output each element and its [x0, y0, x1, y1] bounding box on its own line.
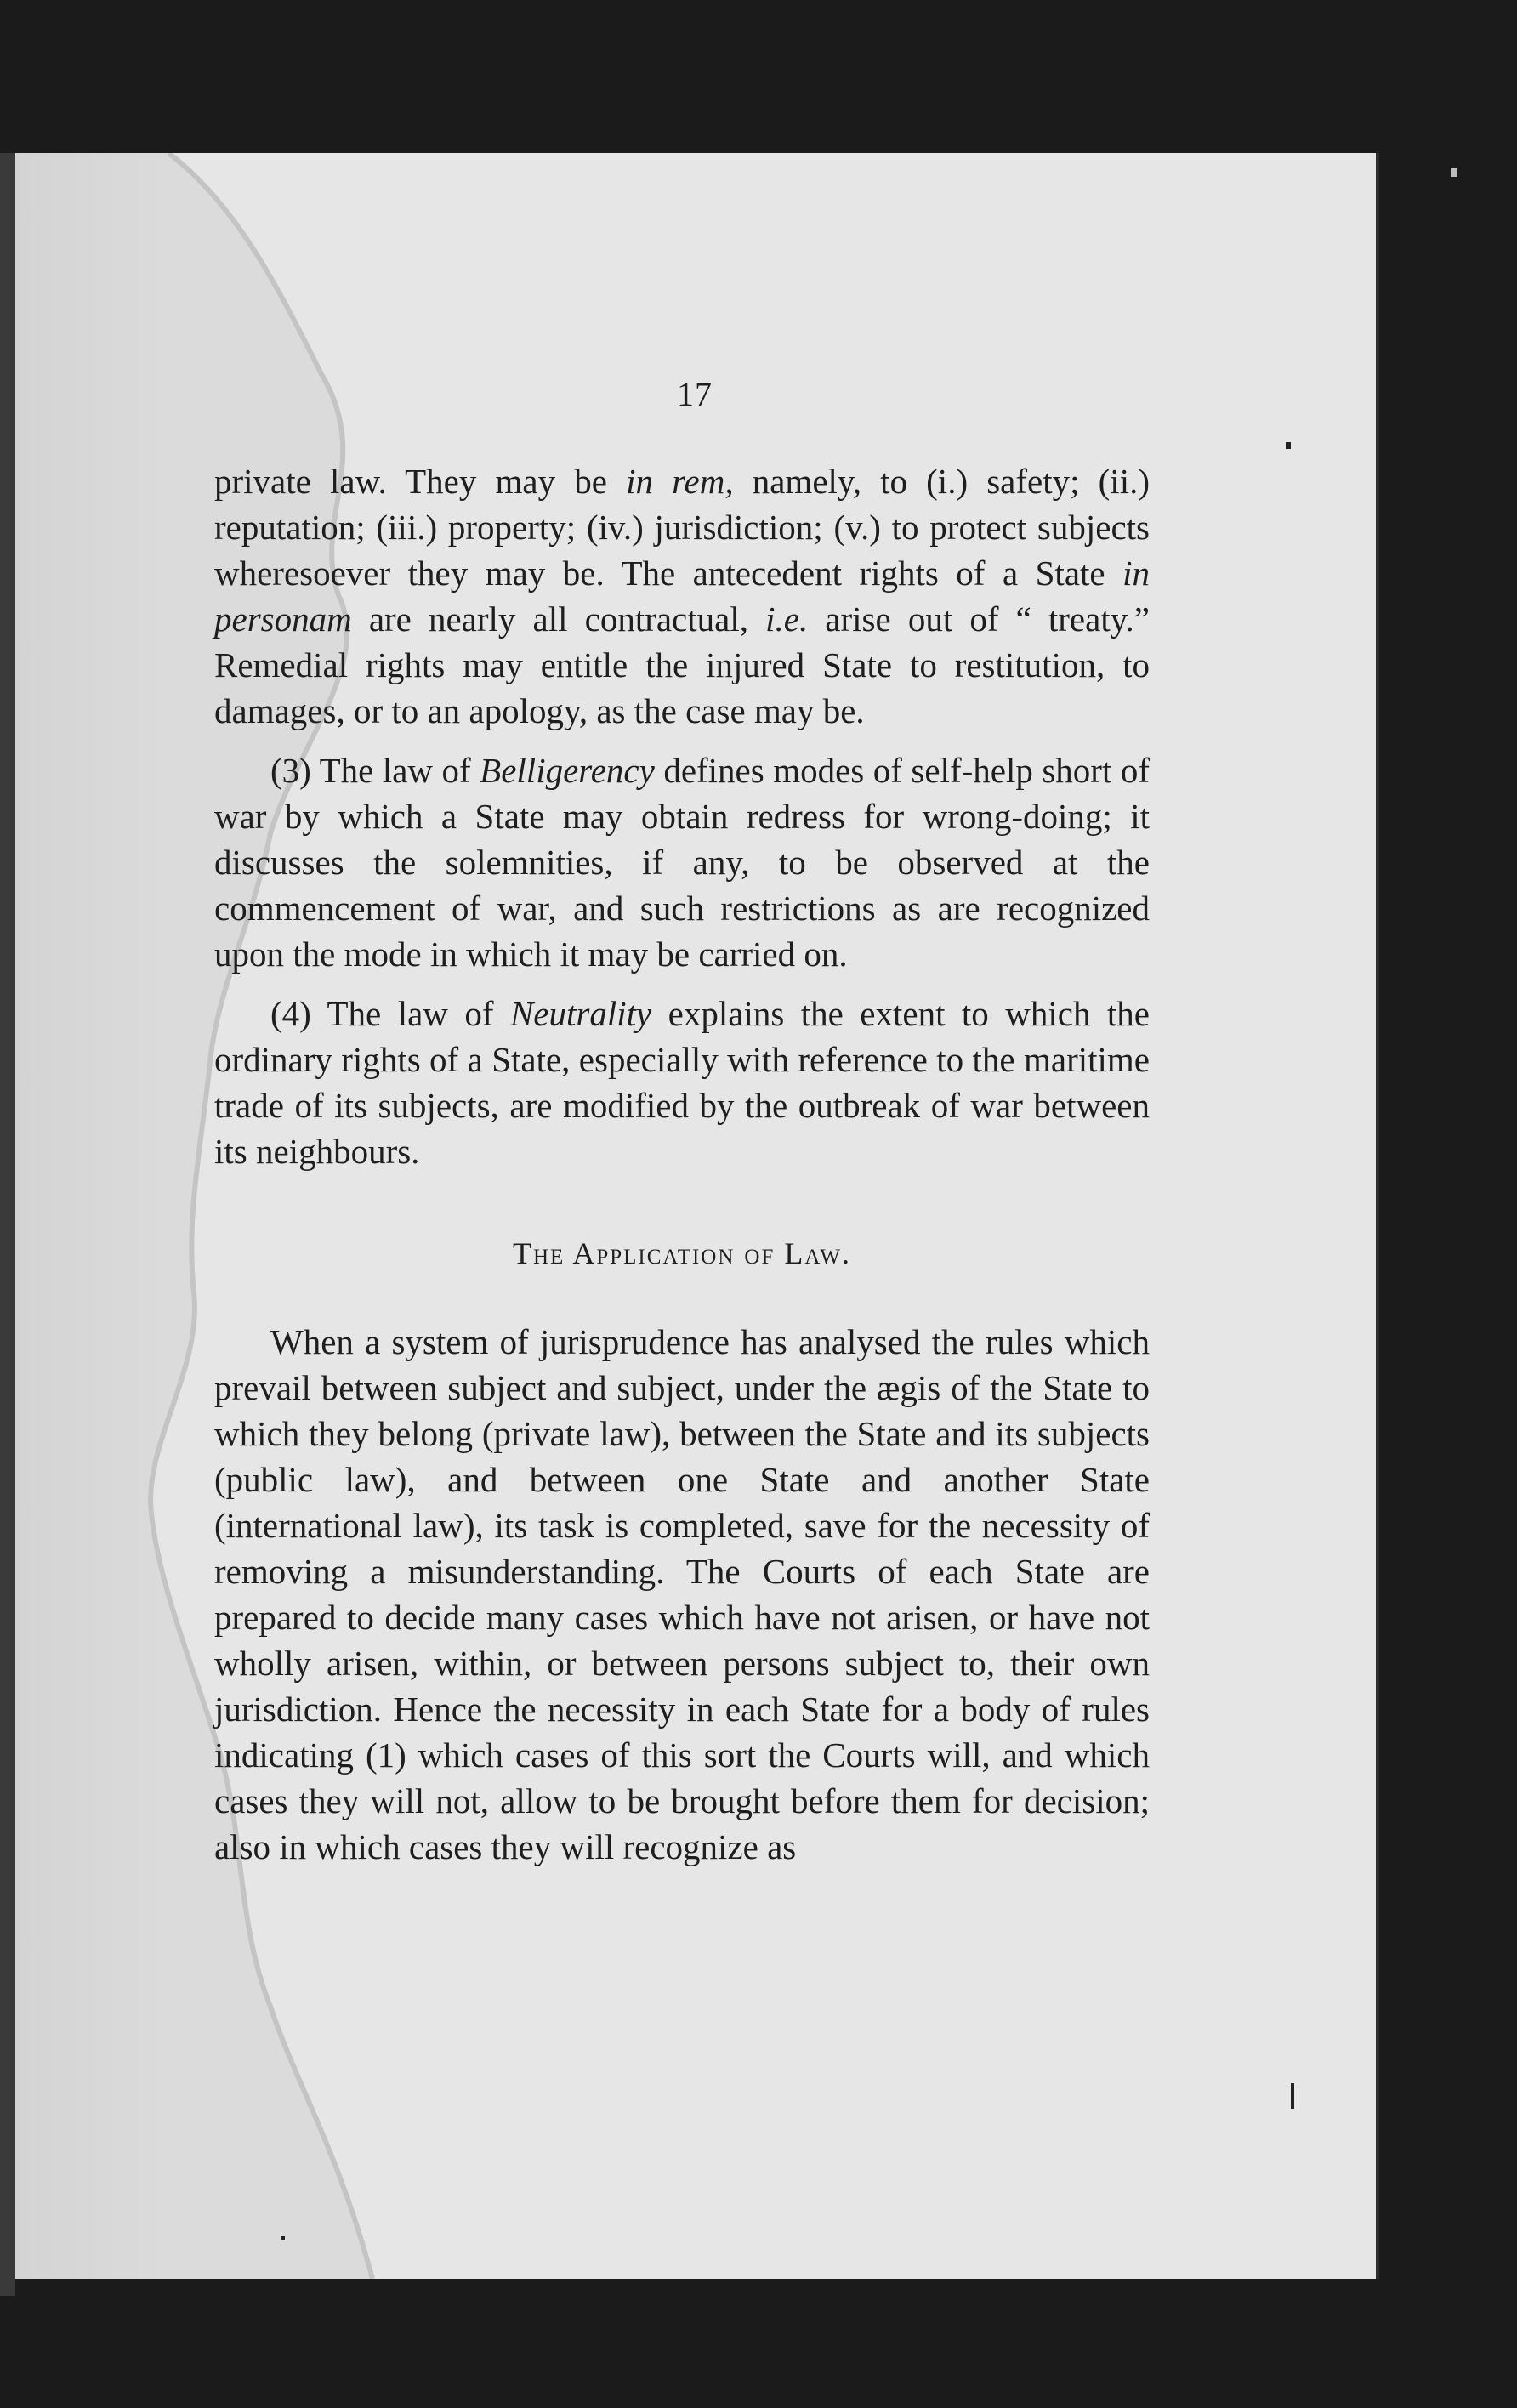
text-run: (3) The law of	[270, 751, 480, 790]
italic-text: in rem,	[626, 462, 734, 501]
page-content	[214, 374, 1150, 1870]
body-text-bottom	[214, 1319, 1150, 1870]
text-run: defines modes of self-help short of war by which a State may obtain redress for wrong-doing; it discusses the solemnities, if any, to be observed at the commencement of war, and such restrictions as are recognized upon the mode in which it may be carried on.	[214, 751, 1150, 974]
text-run: are nearly all contractual,	[351, 599, 766, 639]
text-run: When a system of jurisprudence has analysed the rules which prevail between subject and subject, under the ægis of the State to which they belong (private law), between the State and its subjects (public law), and between one State and another State (international law), its task is completed, save for the necessity of removing a misunderstanding. The Courts of each State are prepared to decide many cases which have not arisen, or have not wholly arisen, within, or between persons subject to, their own jurisdiction. Hence the necessity in each State for a body of rules indicating (1) which cases of this sort the Courts will, and which cases they will not, allow to be brought before them for decision; also in which cases they will recognize as	[214, 1322, 1150, 1866]
speck	[1286, 442, 1291, 449]
section-heading: The Application of Law.	[513, 1236, 851, 1270]
italic-text: in personam	[214, 554, 1150, 639]
speck	[281, 2236, 285, 2240]
scan-edge	[0, 153, 15, 2296]
italic-text: Belligerency	[480, 751, 655, 790]
paragraph	[214, 991, 1150, 1174]
page-number: 17	[677, 375, 713, 413]
body-text-top	[214, 458, 1150, 1174]
text-run: (4) The law of	[270, 994, 510, 1033]
speck	[1291, 2083, 1294, 2109]
speck	[1451, 168, 1457, 177]
italic-text: Neutrality	[509, 994, 652, 1033]
paragraph	[214, 1319, 1150, 1870]
text-run: private law. They may be	[214, 462, 627, 501]
text-run: namely, to (i.) safety; (ii.) reputation; (iii.) property; (iv.) jurisdiction; (v.) to protect subjects wheresoever they may be. The antecedent rights of a State	[214, 462, 1150, 593]
text-run: explains the extent to which the ordinary rights of a State, especially with reference to the maritime trade of its subjects, are modified by the outbreak of war between its neighbours.	[214, 994, 1150, 1171]
paragraph	[214, 747, 1150, 977]
paragraph	[214, 458, 1150, 734]
text-run: arise out of “ treaty.” Remedial rights may entitle the injured State to restitution, to damages, or to an apology, as the case may be.	[214, 599, 1150, 730]
italic-text: i.e.	[765, 599, 809, 639]
